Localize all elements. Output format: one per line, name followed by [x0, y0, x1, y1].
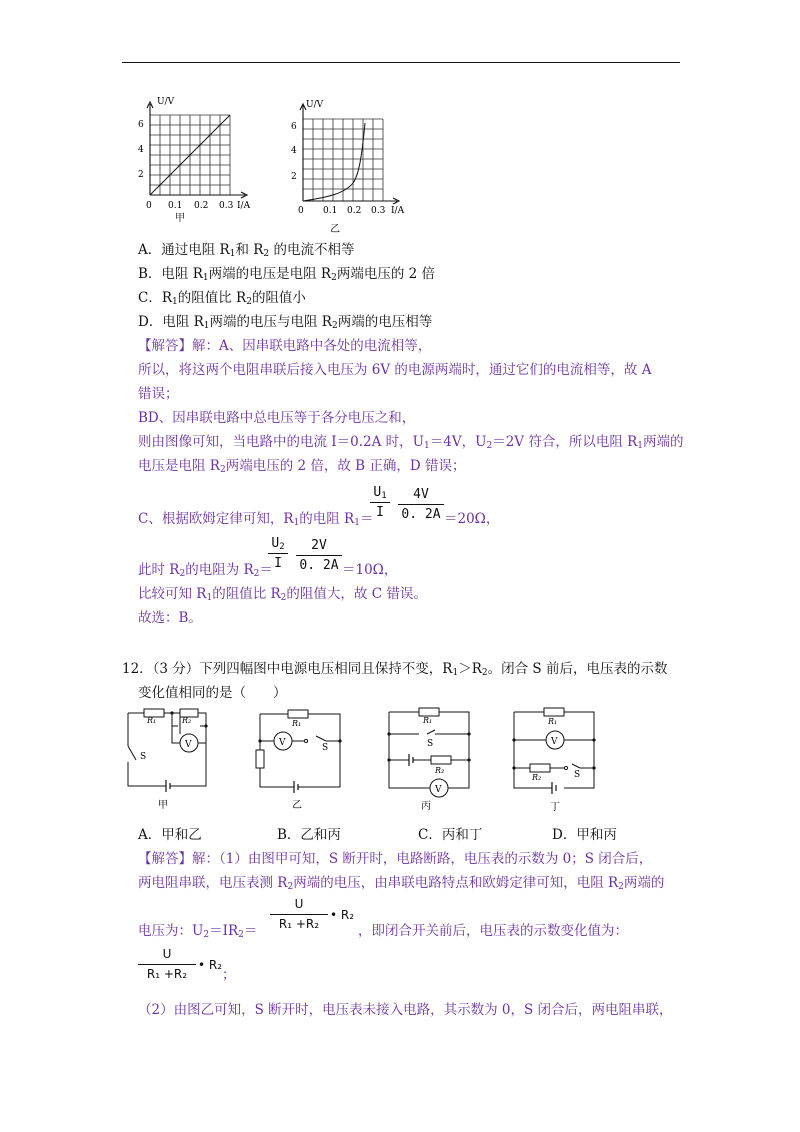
graph-jia — [135, 90, 265, 230]
ytick-4: 4 — [138, 145, 144, 155]
label-v: V — [185, 740, 192, 750]
graph-caption: 乙 — [330, 224, 340, 235]
fraction-u-over-r1-r2-2: U R₁ +R₂ — [138, 946, 196, 983]
resistor-r1 — [544, 708, 564, 716]
label-s: S — [574, 770, 581, 780]
q12-option-d[interactable]: D．甲和丙 — [552, 827, 617, 843]
fraction-u1-over-i: $U_1$ I — [370, 484, 390, 521]
switch-s — [389, 730, 469, 734]
times-r2: • R₂ — [330, 908, 355, 922]
ytick-6: 6 — [138, 120, 144, 130]
ytick-4: 4 — [291, 146, 297, 156]
resistor-r2 — [530, 764, 550, 772]
circuit-jia — [118, 702, 218, 820]
xlabel: I/A — [391, 206, 405, 216]
switch-s — [514, 764, 594, 768]
label-v: V — [551, 737, 558, 747]
circuit-bing — [383, 702, 483, 820]
fraction-u-over-r1-r2: U R₁ +R₂ — [270, 896, 328, 933]
circuit-ding — [508, 702, 608, 820]
q12-answer-line-1: 【解答】解：（1）由图甲可知，S 断开时，电路断路，电压表的示数为 0；S 闭合后， — [138, 851, 653, 867]
option-b[interactable]: B．电阻 $R_1$两端的电压是电阻 $R_2$两端电压的 2 倍 — [138, 266, 435, 283]
result-20-ohm: ＝20Ω， — [444, 511, 500, 527]
q12-option-c[interactable]: C．丙和丁 — [418, 827, 483, 843]
answer-line-9: 比较可知 $R_1$的阻值比 $R_2$的阻值大，故 C 错误。 — [138, 586, 427, 603]
answer-line-3: 错误； — [138, 386, 179, 402]
circuit-caption: 丙 — [421, 801, 431, 812]
answer-tag: 【解答】 — [138, 851, 192, 867]
label-v: V — [279, 738, 286, 748]
ytick-2: 2 — [291, 172, 297, 182]
answer-line-7: C、根据欧姆定律可知，$R_1$的电阻 $R_1=$ — [138, 511, 374, 528]
option-d[interactable]: D．电阻 $R_1$两端的电压与电阻 $R_2$两端的电压相等 — [138, 314, 433, 331]
graph-caption: 甲 — [175, 213, 185, 224]
q12-answer-line-3-tail: ，即闭合开关前后，电压表的示数变化值为： — [358, 923, 628, 939]
q12-answer-line-3: 电压为：$U_2=IR_2=$ — [138, 923, 258, 940]
label-r1: R₁ — [292, 719, 302, 728]
answer-tag: 【解答】 — [138, 338, 192, 354]
resistor-r1 — [288, 710, 308, 718]
q12-option-a[interactable]: A．甲和乙 — [138, 827, 202, 843]
answer-line-10: 故选：B。 — [138, 610, 202, 626]
header-rule — [122, 62, 680, 63]
xtick-0.1: 0.1 — [323, 206, 338, 216]
answer-line-5: 则由图像可知，当电路中的电流 I＝0.2A 时，$U_1=4V$，$U_2=2V$ 符合，所以电阻 $R_1$两端的 — [138, 434, 684, 451]
label-r2: R₂ — [182, 716, 192, 725]
fraction-4v-over-0.2a: 4V 0. 2A — [398, 486, 444, 523]
resistor-r1 — [419, 708, 439, 716]
battery — [294, 781, 298, 793]
label-r2: R₂ — [532, 773, 542, 782]
circuit-caption: 甲 — [158, 800, 168, 811]
ylabel: U/V — [157, 97, 175, 107]
battery — [552, 782, 556, 794]
label-r2: R₂ — [435, 766, 445, 775]
ytick-6: 6 — [291, 122, 297, 132]
label-s: S — [427, 739, 434, 749]
circuit-caption: 乙 — [292, 800, 302, 811]
xtick-0.3: 0.3 — [219, 201, 234, 211]
fraction-2v-over-0.2a: 2V 0. 2A — [296, 537, 342, 574]
answer-line-4: BD、因串联电路中总电压等于各分电压之和， — [138, 410, 416, 426]
label-r1: R₁ — [147, 716, 157, 725]
label-s: S — [140, 752, 147, 762]
resistor-r2 — [431, 756, 451, 764]
q12-option-b[interactable]: B．乙和丙 — [277, 827, 341, 843]
q12-stem-line-2: 变化值相同的是（ ） — [138, 685, 287, 701]
option-a[interactable]: A．通过电阻 $R_1$和 $R_2$ 的电流不相等 — [138, 242, 355, 259]
times-r2: • R₂ — [198, 958, 223, 972]
ytick-2: 2 — [138, 170, 144, 180]
xlabel: I/A — [237, 201, 251, 211]
graph-yi — [285, 95, 415, 235]
q12-stem-line-1: 12．（3 分）下列四幅图中电源电压相同且保持不变，$R_1>R_2$。闭合 S 前后，电压表的示数 — [122, 661, 668, 678]
answer-line-1: 【解答】解：A、因串联电路中各处的电流相等， — [138, 338, 432, 354]
battery — [409, 754, 413, 766]
xtick-0.2: 0.2 — [194, 201, 209, 211]
battery — [166, 780, 170, 792]
label-v: V — [435, 785, 442, 795]
option-c[interactable]: C．$R_1$的阻值比 $R_2$的阻值小 — [138, 290, 306, 307]
ylabel: U/V — [306, 100, 324, 110]
q12-answer-line-2: 两电阻串联，电压表测 $R_2$两端的电压，由串联电路特点和欧姆定律可知，电阻 $R_2$两端的 — [138, 875, 665, 892]
fraction-u2-over-i: $U_2$ I — [268, 535, 288, 572]
xtick-0.2: 0.2 — [347, 206, 362, 216]
circuit-caption: 丁 — [550, 802, 560, 813]
xtick-0.3: 0.3 — [371, 206, 386, 216]
semicolon: ； — [222, 967, 236, 983]
answer-line-6: 电压是电阻 $R_2$两端电压的 2 倍，故 B 正确，D 错误； — [138, 458, 466, 475]
xtick-0: 0 — [298, 206, 304, 216]
label-r1: R₁ — [423, 716, 433, 725]
label-s: S — [322, 743, 329, 753]
result-10-ohm: ＝10Ω， — [342, 562, 398, 578]
answer-line-8: 此时 $R_2$的电阻为 $R_2=$ — [138, 562, 273, 579]
q12-answer-line-5: （2）由图乙可知，S 断开时，电压表未接入电路，其示数为 0，S 闭合后，两电阻串联， — [138, 1002, 673, 1018]
xtick-0: 0 — [146, 201, 152, 211]
label-r1: R₁ — [548, 717, 558, 726]
xtick-0.1: 0.1 — [168, 201, 183, 211]
answer-line-2: 所以，将这两个电阻串联后接入电压为 6V 的电源两端时，通过它们的电流相等，故 A — [138, 362, 652, 378]
resistor-r2 — [256, 750, 264, 768]
circuit-yi — [248, 702, 348, 820]
switch-s — [128, 746, 136, 760]
